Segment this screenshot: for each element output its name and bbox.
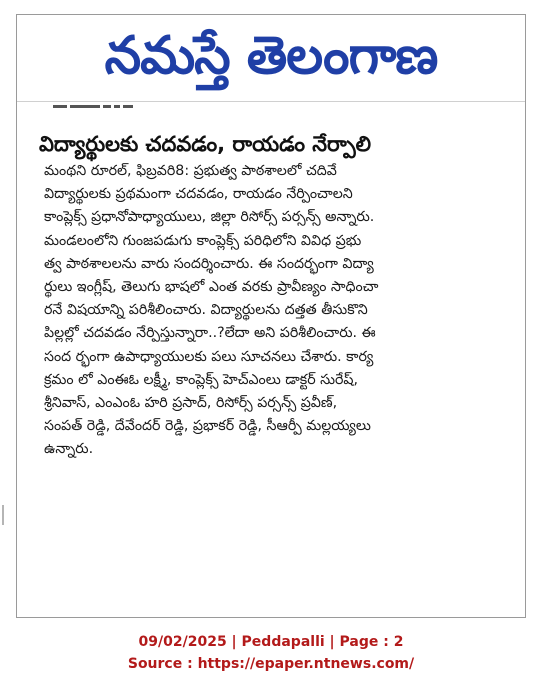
article-line: మంథని రూరల్, ఫిబ్రవరి8: ప్రభుత్వ పాఠశాలలో చదివే [44,163,337,179]
article-line: త్వ పాఠశాలలను వారు సందర్శించారు. ఈ సందర్భంగా విద్యా [44,255,374,272]
article-line: రనే విషయాన్ని పరిశీలించారు. విద్యార్థులను దత్తత తీసుకొని [44,302,368,319]
article-line: మండలంలోని గుంజపడుగు కాంప్లెక్స్ పరిధిలోని వివిధ ప్రభు [44,232,362,249]
article-line: ర్థులు ఇంగ్లీష్, తెలుగు భాషలో ఎంత వరకు ప్రావీణ్యం సాధించా [44,279,379,296]
scan-edge-mark [2,505,4,525]
article-line: విద్యార్థులకు ప్రథమంగా చదవడం, రాయడం నేర్పించాలని [44,186,353,203]
cropped-text-fragment [53,105,173,113]
article-line: సంపత్ రెడ్డి, దేవేందర్ రెడ్డి, ప్రభాకర్ రెడ్డి, సీఆర్పీ మల్లయ్యలు [44,418,371,435]
masthead-divider [17,101,525,102]
article-line: పిల్లల్లో చదవడం నేర్పిస్తున్నారా..?లేదా అని పరిశీలించారు. ఈ [44,325,376,342]
article-line: క్రమం లో ఎంఈఓ లక్ష్మీ, కాంప్లెక్స్ హెచ్ఎంలు డాక్టర్ సురేష్, [44,371,359,388]
article-line: శ్రీనివాస్, ఎంఎంఓ హరి ప్రసాద్, రిసోర్స్ పర్సన్స్ ప్రవీణ్, [44,395,338,412]
article-headline: విద్యార్థులకు చదవడం, రాయడం నేర్పాలి [39,132,372,156]
article-line: కాంప్లెక్స్ ప్రధానోపాధ్యాయులు, జిల్లా రిసోర్స్ పర్సన్స్ అన్నారు. [44,209,375,226]
article-body [44,160,514,462]
article-line: ఉన్నారు. [44,441,94,458]
newspaper-masthead-logo: నమస్తే తెలంగాణ [104,26,438,86]
source-link[interactable]: Source : https://epaper.ntnews.com/ [127,656,415,672]
edition-info: 09/02/2025 | Peddapalli | Page : 2 [138,634,404,650]
article-line: సంద ర్భంగా ఉపాధ్యాయులకు పలు సూచనలు చేశారు. కార్య [44,348,374,365]
